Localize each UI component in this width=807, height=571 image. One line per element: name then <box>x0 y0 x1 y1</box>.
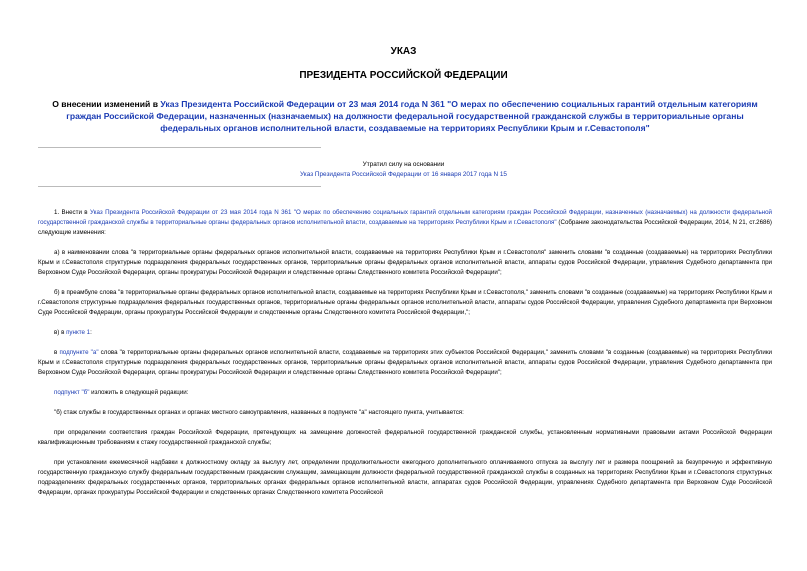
paragraph-subpoint-a <box>38 348 772 378</box>
decree-361-link[interactable]: Указ Президента Российской Федерации от 23 мая 2014 года N 361 "О мерах по обеспечению социальных гарантий отдельным категориям граждан Российской Федерации, назначенных (назначаемых) на должности федеральной государственной гражданской службы в территориальные органы федеральных органов исполнительной власти, создаваемые на территориях Республики Крым и г.Севастополя" <box>38 209 772 226</box>
repeal-note <box>0 160 807 180</box>
paragraph-qualification: при определении соответствия граждан Российской Федерации, претендующих на замещение должностей федеральной государственной гражданской службы, установленным нормативными правовыми актами Российской Федерации квалификационным требованиям к стажу государственной гражданской службы; <box>38 429 772 446</box>
doc-type-title: УКАЗ <box>390 46 417 57</box>
paragraph-subpoint-a-tail: слова "в территориальные органы федеральных органов исполнительной власти, создаваемые на территориях этих субъектов Российской Федерации," заменить словами "в созданные (создаваемые) на территориях Республики Крым и г.Севастополя структурные подразделения федеральных государственных органов, территориальные органы федеральных органов исполнительной власти, аппараты судов Российской Федерации, управления Судебного департамента при Верховном Суде Российской Федерации, органы прокуратуры Российской Федерации и следственные органы Следственного комитета Российской Федерации"; <box>38 349 773 376</box>
paragraph-1 <box>38 208 772 238</box>
divider-top <box>38 147 321 148</box>
paragraph-v-lead: в) в <box>54 329 67 336</box>
subpoint-a-link[interactable]: подпункте "а" <box>59 349 99 356</box>
paragraph-quote-b: "б) стаж службы в государственных органах и органах местного самоуправления, названных в подпункте "а" настоящего пункта, учитывается: <box>54 409 464 416</box>
heading-decree-link[interactable]: Указ Президента Российской Федерации от 23 мая 2014 года N 361 "О мерах по обеспечению социальных гарантий отдельным категориям граждан Российской Федерации, назначенных (назначаемых) на должности федеральной государственной гражданской службы в территориальные органы федеральных органов исполнительной власти, создаваемые на территориях Республики Крым и г.Севастополя" <box>66 99 758 133</box>
heading-lead: О внесении изменений в <box>52 99 161 109</box>
issuer-title: ПРЕЗИДЕНТА РОССИЙСКОЙ ФЕДЕРАЦИИ <box>299 70 508 81</box>
repeal-decree-link[interactable]: Указ Президента Российской Федерации от 16 января 2017 года N 15 <box>300 171 507 178</box>
paragraph-v-tail: : <box>90 329 92 336</box>
paragraph-1-tail: (Собрание законодательства Российской Федерации, 2014, N 21, ст.2686) следующие изменения: <box>38 219 772 236</box>
divider-bottom <box>38 186 321 187</box>
paragraph-1-lead: 1. Внести в <box>54 209 90 216</box>
document-body <box>38 208 772 498</box>
paragraph-a: а) в наименовании слова "в территориальные органы федеральных органов исполнительной власти, создаваемые на территориях Республики Крым и г.Севастополя" заменить словами "в созданные (создаваемые) на территориях Республики Крым и г.Севастополя структурные подразделения федеральных государственных органов, территориальные органы федеральных органов исполнительной власти, аппараты судов Российской Федерации, управления Судебного департамента при Верховном Суде Российской Федерации, органы прокуратуры Российской Федерации и следственные органы Следственного комитета Российской Федерации"; <box>38 249 772 276</box>
paragraph-subpoint-a-lead: в <box>54 349 60 356</box>
paragraph-b: б) в преамбуле слова "в территориальные органы федеральных органов исполнительной власти, создаваемые на территориях Республики Крым и г.Севастополя," заменить словами "в созданные (создаваемые) на территориях Республики Крым и г.Севастополя структурные подразделения федеральных государственных органов, территориальные органы федеральных органов исполнительной власти, аппараты судов Российской Федерации, управления Судебного департамента при Верховном Суде Российской Федерации, органы прокуратуры Российской Федерации и следственные органы Следственного комитета Российской Федерации,"; <box>38 289 772 316</box>
document-heading <box>38 98 772 134</box>
paragraph-v <box>38 328 772 338</box>
point-1-link[interactable]: пункте 1 <box>66 329 91 336</box>
subpoint-b-link[interactable]: подпункт "б" <box>54 389 90 396</box>
repeal-note-text: Утратил силу на основании <box>362 161 445 168</box>
paragraph-allowance: при установлении ежемесячной надбавки к должностному окладу за выслугу лет, определении продолжительности ежегодного дополнительного оплачиваемого отпуска за выслугу лет и размера поощрений за безупречную и эффективную государственную гражданскую службу федеральным государственным гражданским служащим, замещающим должности федеральной государственной гражданской службы в созданных на территориях Республики Крым и г.Севастополя структурных подразделениях федеральных государственных органов, территориальных органах федеральных органов исполнительной власти, аппаратах судов Российской Федерации, управлениях Судебного департамента при Верховном Суде Российской Федерации, органах прокуратуры Российской Федерации и следственных органах Следственного комитета Российской <box>38 459 772 496</box>
paragraph-subpoint-b-tail: изложить в следующей редакции: <box>89 389 189 396</box>
paragraph-subpoint-b <box>38 388 772 398</box>
